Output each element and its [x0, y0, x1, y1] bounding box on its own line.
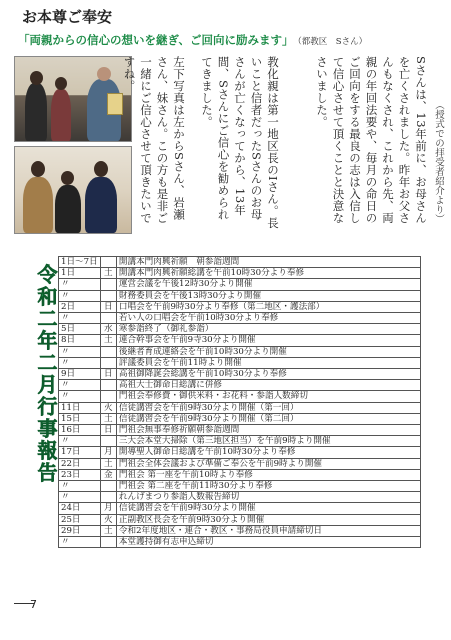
table-row — [59, 391, 421, 402]
row-event: 門祖会全体会議および準備ご奉公を午前9時より開催 — [116, 458, 420, 469]
row-event: 信徒講習会を午前9時30分より開催 — [116, 503, 420, 514]
row-weekday — [100, 279, 116, 290]
row-weekday: 月 — [100, 503, 116, 514]
article-subtitle — [18, 32, 367, 48]
family-photo — [14, 146, 132, 234]
row-event: 開講本門肉興祈願 朝参詣週間 — [116, 257, 420, 268]
row-event: 開講本門肉興祈願総講を午前10時30分より奉修 — [116, 268, 420, 279]
row-date: 1日 — [59, 268, 101, 279]
row-weekday — [100, 380, 116, 391]
row-weekday — [100, 537, 116, 548]
row-date: 2日 — [59, 301, 101, 312]
row-date: 〃 — [59, 380, 101, 391]
row-date: 17日 — [59, 447, 101, 458]
row-event: 信徒講習会を午前9時30分より開催（第二回） — [116, 413, 420, 424]
photo-caption: （授式での拝受者紹介より） — [433, 100, 444, 224]
row-weekday — [100, 313, 116, 324]
row-date: 〃 — [59, 436, 101, 447]
table-row — [59, 335, 421, 346]
page-number-rule — [14, 603, 34, 604]
page-number: 7 — [30, 598, 37, 611]
table-row — [59, 503, 421, 514]
row-date: 9日 — [59, 369, 101, 380]
row-weekday: 火 — [100, 402, 116, 413]
row-date: 1日〜7日 — [59, 257, 101, 268]
row-date: 〃 — [59, 391, 101, 402]
row-date: 〃 — [59, 492, 101, 503]
row-event: 信徒講習会を午前9時30分より開催（第一回） — [116, 402, 420, 413]
row-event: 門祖会無事奉修祈願朝参詣週間 — [116, 425, 420, 436]
row-event: 若い人の口唱会を午前10時30分より奉修 — [116, 313, 420, 324]
row-date: 〃 — [59, 313, 101, 324]
row-weekday: 日 — [100, 369, 116, 380]
table-row — [59, 301, 421, 312]
row-weekday: 火 — [100, 514, 116, 525]
row-event: れんげまつり参詣人数報告締切 — [116, 492, 420, 503]
row-weekday: 土 — [100, 413, 116, 424]
subtitle-text: 「両親からの信心の想いを継ぎ、ご回向に励みます」 — [18, 33, 294, 47]
table-row — [59, 525, 421, 536]
row-date: 〃 — [59, 481, 101, 492]
row-date: 〃 — [59, 279, 101, 290]
row-weekday — [100, 391, 116, 402]
row-weekday — [100, 290, 116, 301]
row-date: 11日 — [59, 402, 101, 413]
table-row — [59, 469, 421, 480]
row-event: 口唱会を午前9時30分より奉修（第二地区・護法部） — [116, 301, 420, 312]
row-event: 門祖会 第二座を午前11時30分より奉修 — [116, 481, 420, 492]
row-event: 本堂護持御有志申込締切 — [116, 537, 420, 548]
row-event: 寒参詣終了（御礼参詣） — [116, 324, 420, 335]
table-row — [59, 447, 421, 458]
table-row — [59, 257, 421, 268]
row-event: 門祖会奉修費・御供米料・お花料・参詣人数締切 — [116, 391, 420, 402]
ceremony-photo — [14, 56, 132, 142]
row-date: 〃 — [59, 290, 101, 301]
row-date: 〃 — [59, 357, 101, 368]
table-row — [59, 458, 421, 469]
schedule-table — [58, 256, 421, 548]
row-event: 運営会議を午後12時30分より開催 — [116, 279, 420, 290]
row-event: 開導聖人御命日総講を午前10時30分より奉修 — [116, 447, 420, 458]
table-row — [59, 313, 421, 324]
schedule-title: 令和二年二月行事報告 — [34, 264, 58, 484]
row-date: 15日 — [59, 413, 101, 424]
table-row — [59, 492, 421, 503]
page-title: お本尊ご奉安 — [22, 8, 113, 26]
row-weekday: 土 — [100, 458, 116, 469]
row-weekday — [100, 346, 116, 357]
row-date: 5日 — [59, 324, 101, 335]
row-weekday: 土 — [100, 335, 116, 346]
row-weekday: 金 — [100, 469, 116, 480]
table-row — [59, 481, 421, 492]
table-row — [59, 425, 421, 436]
row-event: 高祖御降誕会総講を午前10時30分より奉修 — [116, 369, 420, 380]
row-date: 22日 — [59, 458, 101, 469]
article-col1: Sさんは、13年前に、お母さんを亡くされました。昨年お父さんもなくされ、これから先、両親の年回法要や、毎月の命日のご回向をする最良の志は入信して信心させて頂くことと決意なさいました。 — [315, 56, 428, 225]
table-row — [59, 436, 421, 447]
row-event: 三大会本堂大掃除（第三地区担当）を午前9時より開催 — [116, 436, 420, 447]
row-weekday: 日 — [100, 425, 116, 436]
row-event: 連合幹事会を午前9寺30分より開催 — [116, 335, 420, 346]
row-date: 〃 — [59, 346, 101, 357]
table-row — [59, 514, 421, 525]
row-weekday — [100, 436, 116, 447]
row-date: 25日 — [59, 514, 101, 525]
row-event: 高祖大士御命日総講に併修 — [116, 380, 420, 391]
row-event: 財務委員会を午後13時30分より開催 — [116, 290, 420, 301]
table-row — [59, 268, 421, 279]
row-date: 16日 — [59, 425, 101, 436]
row-event: 評議委員会を午前11時より開催 — [116, 357, 420, 368]
row-event: 後継者育成連絡会を午前10時30分より開催 — [116, 346, 420, 357]
table-row — [59, 402, 421, 413]
table-row — [59, 290, 421, 301]
table-row — [59, 369, 421, 380]
table-row — [59, 537, 421, 548]
row-event: 門祖会 第一座を午前10時より奉修 — [116, 469, 420, 480]
row-weekday: 水 — [100, 324, 116, 335]
article-col2: 教化親は第一地区長のIさん。長いこと信者だったSさんのお母さんが亡くなってから、13年間、Sさんにご信心を勧められてきました。 — [200, 56, 280, 230]
row-weekday — [100, 481, 116, 492]
table-row — [59, 413, 421, 424]
row-weekday — [100, 357, 116, 368]
row-weekday: 月 — [100, 447, 116, 458]
row-date: 24日 — [59, 503, 101, 514]
row-weekday: 日 — [100, 301, 116, 312]
table-row — [59, 380, 421, 391]
article-col3: 左下写真は左からSさん、岩瀬さん、妹さん。この方も是非ご一緒にご信心させて頂きたいですね。 — [122, 56, 186, 224]
row-event: 令和2年度地区・連合・教区・事務局役員申請締切日 — [116, 525, 420, 536]
row-weekday: 土 — [100, 268, 116, 279]
byline: （都教区 Sさん） — [297, 37, 368, 47]
table-row — [59, 279, 421, 290]
row-weekday — [100, 257, 116, 268]
row-weekday — [100, 492, 116, 503]
row-date: 8日 — [59, 335, 101, 346]
row-date: 23日 — [59, 469, 101, 480]
table-row — [59, 324, 421, 335]
row-date: 〃 — [59, 537, 101, 548]
table-row — [59, 346, 421, 357]
row-weekday: 土 — [100, 525, 116, 536]
row-date: 29日 — [59, 525, 101, 536]
table-row — [59, 357, 421, 368]
row-event: 正副教区長会を午前9時30分より開催 — [116, 514, 420, 525]
